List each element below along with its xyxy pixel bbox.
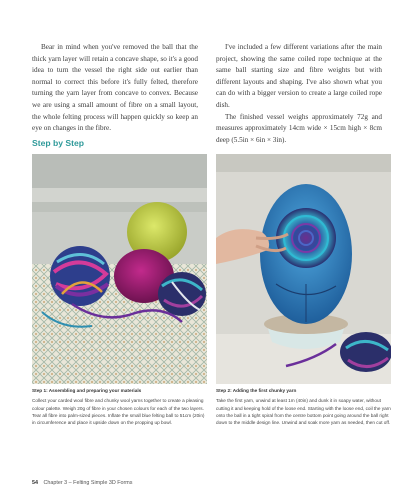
- page-footer: [32, 480, 132, 486]
- step-2-title: Step 2: Adding the first chunky yarn: [216, 388, 297, 393]
- step-2-text: Take the first yarn, unwind at least 1m (40in) and dunk it in soapy water, without cutting it and keeping hold of the loose end. Starting with the loose end, coil the yarn onto the ball in a tight spiral from the centre bottom point going around the ball right down to the middle design line. Unwind and soak more yarn as needed, then cut off.: [216, 398, 391, 426]
- body-column-left: [32, 42, 198, 135]
- body-paragraph: Bear in mind when you've removed the ball that the thick yarn layer will retain a concave shape, so it's a good idea to turn the vessel the right side out earlier than normal to correct this before it's fully felted, therefore turning the yarn layer from concave to convex. Because we are using a small amount of fibre on a small layout, the whole felting process will happen quickly so keep an eye on changes in the fibre.: [32, 43, 198, 133]
- body-paragraph: I've included a few different variations after the main project, showing the same coiled rope technique at the same ball starting size and fibre weights but with different layouts and shaping. I've also shown what you can do with a bigger version to create a large coiled rope dish.: [216, 43, 382, 109]
- coiling-illustration: [216, 154, 391, 384]
- chapter-title: Chapter 3 – Felting Simple 3D Forms: [43, 480, 133, 486]
- body-paragraph: The finished vessel weighs approximately 72g and measures approximately 14cm wide × 15cm high × 8cm deep (5.5in × 6in × 3in).: [216, 112, 382, 144]
- step-1-caption: [32, 387, 207, 426]
- step-1-title: Step 1: Assembling and preparing your materials: [32, 388, 142, 393]
- body-column-right: [216, 42, 382, 146]
- step-2-caption: [216, 387, 391, 426]
- materials-illustration: [32, 154, 207, 384]
- section-heading: Step by Step: [32, 138, 85, 148]
- step-1-photo: [32, 154, 207, 384]
- step-1-text: Collect your carded wool fibre and chunky wool yarns together to create a pleasing colour palette. Weigh 20g of fibre in your chosen colours for each of the two layers. Tear all fibre into palm-sized pieces. Inflate the small blue felting ball to 51cm (20in) in circumference and place it upside down on the propping up bowl.: [32, 398, 205, 426]
- page-number: 54: [32, 480, 38, 486]
- step-2-photo: [216, 154, 391, 384]
